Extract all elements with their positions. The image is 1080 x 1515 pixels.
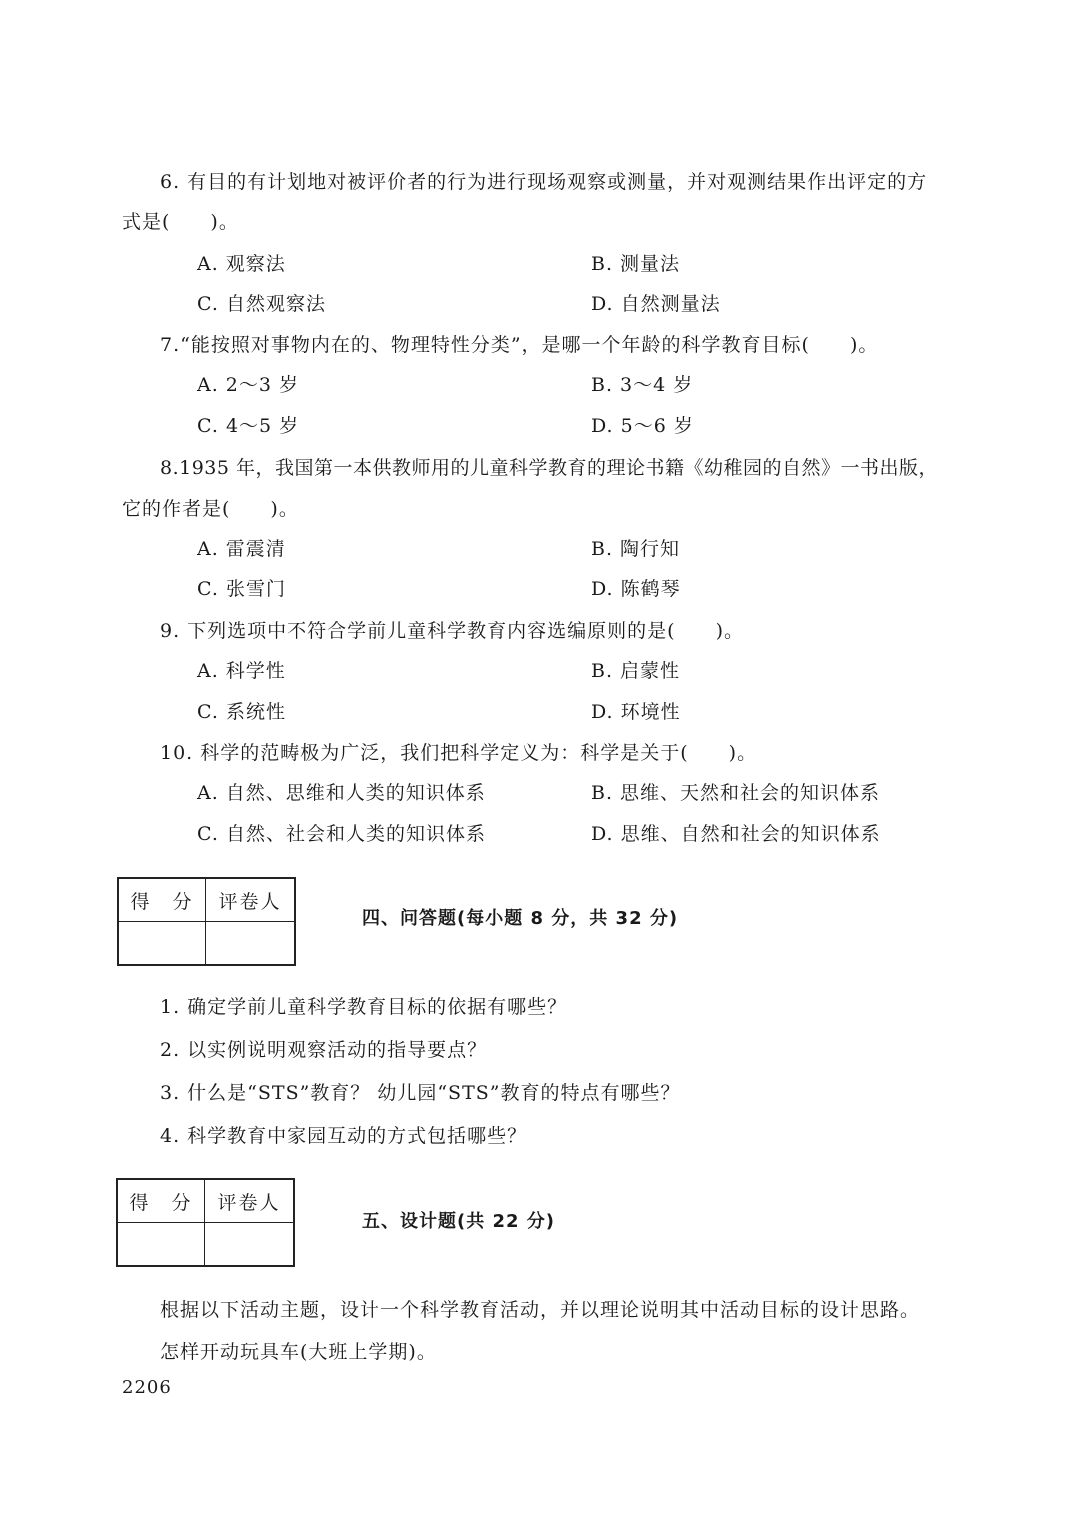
question-8-option-d: D. 陈鹤琴	[591, 578, 681, 600]
score-field[interactable]	[118, 922, 206, 966]
page-code: 2206	[122, 1377, 172, 1398]
question-8-option-b: B. 陶行知	[591, 538, 681, 560]
question-7-option-a: A. 2～3 岁	[197, 374, 300, 396]
question-8-option-a: A. 雷震清	[197, 538, 286, 560]
score-field[interactable]	[117, 1223, 205, 1267]
question-10-option-c: C. 自然、社会和人类的知识体系	[197, 823, 486, 845]
question-7-stem: 7.“能按照对事物内在的、物理特性分类”，是哪一个年龄的科学教育目标( )。	[160, 334, 879, 356]
score-label: 得 分	[118, 878, 206, 922]
score-label: 得 分	[117, 1179, 205, 1223]
section-4-item-3: 3. 什么是“STS”教育？ 幼儿园“STS”教育的特点有哪些？	[160, 1082, 681, 1104]
question-8-option-c: C. 张雪门	[197, 578, 286, 600]
section-4-title: 四、问答题(每小题 8 分，共 32 分)	[362, 908, 679, 929]
score-box-section-5	[116, 1178, 295, 1267]
question-9-option-c: C. 系统性	[197, 701, 286, 723]
grader-label: 评卷人	[205, 1179, 295, 1223]
question-6-option-c: C. 自然观察法	[197, 293, 326, 315]
question-8-stem-cont: 它的作者是( )。	[122, 498, 299, 520]
question-7-option-b: B. 3～4 岁	[591, 374, 694, 396]
section-5-topic: 怎样开动玩具车(大班上学期)。	[160, 1341, 437, 1363]
section-5-instructions: 根据以下活动主题，设计一个科学教育活动，并以理论说明其中活动目标的设计思路。	[160, 1299, 921, 1321]
section-4-item-4: 4. 科学教育中家园互动的方式包括哪些？	[160, 1125, 528, 1147]
question-6-stem-cont: 式是( )。	[122, 211, 239, 233]
question-10-stem: 10. 科学的范畴极为广泛，我们把科学定义为：科学是关于( )。	[160, 742, 758, 764]
score-box-section-4	[117, 877, 296, 966]
question-7-option-c: C. 4～5 岁	[197, 415, 300, 437]
section-4-item-2: 2. 以实例说明观察活动的指导要点？	[160, 1039, 488, 1061]
section-4-item-1: 1. 确定学前儿童科学教育目标的依据有哪些？	[160, 996, 568, 1018]
section-5-title: 五、设计题(共 22 分)	[362, 1211, 556, 1232]
grader-label: 评卷人	[206, 878, 296, 922]
question-9-option-b: B. 启蒙性	[591, 660, 681, 682]
question-10-option-a: A. 自然、思维和人类的知识体系	[197, 782, 486, 804]
grader-field[interactable]	[206, 922, 296, 966]
question-6-option-d: D. 自然测量法	[591, 293, 721, 315]
question-6-stem: 6. 有目的有计划地对被评价者的行为进行现场观察或测量，并对观测结果作出评定的方	[160, 171, 928, 193]
question-6-option-b: B. 测量法	[591, 253, 681, 275]
question-9-option-d: D. 环境性	[591, 701, 681, 723]
question-9-stem: 9. 下列选项中不符合学前儿童科学教育内容选编原则的是( )。	[160, 620, 744, 642]
grader-field[interactable]	[205, 1223, 295, 1267]
question-6-option-a: A. 观察法	[197, 253, 286, 275]
question-9-option-a: A. 科学性	[197, 660, 286, 682]
question-7-option-d: D. 5～6 岁	[591, 415, 694, 437]
question-10-option-b: B. 思维、天然和社会的知识体系	[591, 782, 881, 804]
question-8-stem: 8.1935 年，我国第一本供教师用的儿童科学教育的理论书籍《幼稚园的自然》一书出版，	[160, 457, 939, 479]
question-10-option-d: D. 思维、自然和社会的知识体系	[591, 823, 881, 845]
